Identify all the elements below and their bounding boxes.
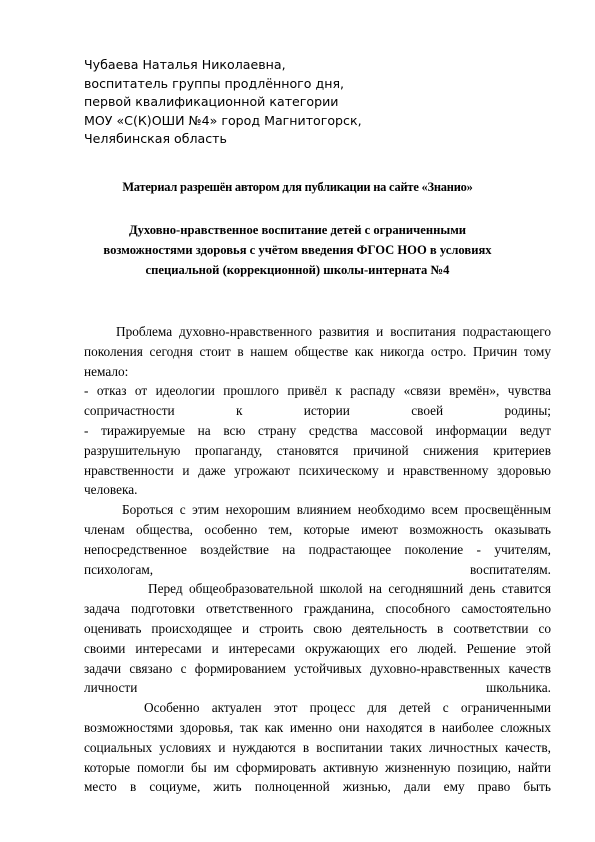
body-line: человека. [84,482,138,498]
author-category: первой квалификационной категории [84,94,339,109]
body-line: социальных условиях и нуждаются в воспитании таких личностных качеств, [84,739,551,755]
body-line: - тиражируемые на всю страну средства массовой информации ведут [84,422,551,438]
body-line: своими интересами и интересами окружающих его людей. Решение этой [84,640,551,656]
document-body [84,322,551,797]
body-line: личности школьника. [84,680,551,696]
author-position: воспитатель группы продлённого дня, [84,75,345,91]
body-line: поколения сегодня стоит в нашем обществе как никогда остро. Причин тому [84,343,551,359]
body-line: место в социуме, жить полноценной жизнью, дали ему право быть [84,779,551,795]
body-line: - отказ от идеологии прошлого привёл к распаду «связи времён», чувства [84,383,551,399]
body-line: Проблема духовно-нравственного развития и воспитания подрастающего [116,324,551,339]
body-line: непосредственное воздействие на подрастающее поколение - учителям, [84,541,551,557]
title-line: возможностями здоровья с учётом введения ФГОС НОО в условиях [103,243,492,257]
author-block [84,56,524,149]
body-line: задача подготовки ответственного гражданина, способного самостоятельно [84,601,551,617]
body-line: членам общества, особенно тем, которые имеют возможность оказывать [84,521,551,537]
body-line: психологам, воспитателям. [84,561,551,577]
publication-note: Материал разрешён автором для публикации на сайте «Знанио» [122,180,473,194]
title-line: специальной (коррекционной) школы-интерната №4 [145,263,450,277]
body-line: Перед общеобразовательной школой на сегодняшний день ставится [148,581,551,597]
title-line: Духовно-нравственное воспитание детей с ограниченными [128,223,467,237]
body-line: нравственности и даже угрожают психическому и нравственному здоровью [84,462,551,478]
body-line: сопричастности к истории своей родины; [84,403,551,419]
body-line: возможностями здоровья, так как именно они находятся в наиболее сложных [84,719,551,735]
body-line: задачи связано с формированием устойчивых духовно-нравственных качеств [84,660,551,676]
body-line: Бороться с этим нехорошим влиянием необходимо всем просвещённым [122,502,551,518]
author-school: МОУ «С(К)ОШИ №4» город Магнитогорск, [84,112,362,128]
body-line: немало: [84,363,129,379]
document-title [60,220,535,280]
body-line: оценивать происходящее и строить свою деятельность в соответствии со [84,620,551,636]
author-region: Челябинская область [84,131,227,146]
author-name: Чубаева Наталья Николаевна, [84,57,286,72]
body-line: разрушительную пропаганду, становятся причиной снижения критериев [84,442,551,458]
body-line: Особенно актуален этот процесс для детей с ограниченными [144,700,551,716]
body-line: которые помогли бы им сформировать активную жизненную позицию, найти [84,759,551,775]
